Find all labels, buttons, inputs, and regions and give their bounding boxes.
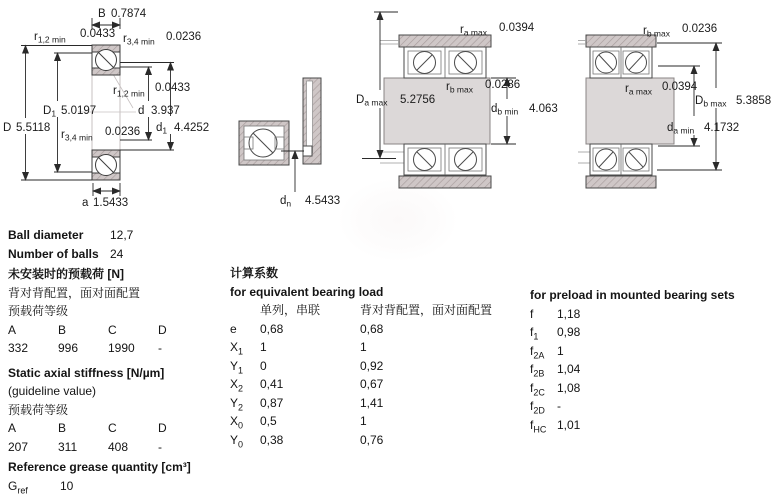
stiffness-heading: Static axial stiffness [N/µm] bbox=[8, 365, 165, 380]
factor-row: e 0,68 0,68 bbox=[230, 320, 525, 339]
preload-value-d: - bbox=[158, 341, 162, 355]
dim-dn-symbol: $d_n$ bbox=[280, 195, 292, 209]
stiffness-col-a: A bbox=[8, 421, 17, 435]
pair-df-diagram bbox=[578, 35, 674, 188]
dim-D-value: 5.5118 bbox=[16, 122, 51, 134]
dim-D-symbol: D bbox=[3, 122, 12, 134]
dim-d1-value: 4.4252 bbox=[174, 122, 210, 134]
preload-arrangement-label: 背对背配置，面对面配置 bbox=[8, 285, 141, 300]
factor-symbol: $Y_2$ bbox=[230, 395, 244, 412]
dim-B-value: 0.7874 bbox=[111, 8, 147, 20]
dim-r34-bottom-symbol: $r_{3,4 min}$ bbox=[61, 129, 93, 143]
dim-db-db-value: 4.063 bbox=[529, 103, 558, 115]
factors-heading-cn: 计算系数 bbox=[230, 266, 279, 280]
dim-df-ra-symbol: $r_{a max}$ bbox=[625, 83, 652, 97]
stiffness-note: (guideline value) bbox=[8, 384, 97, 398]
preload-class-label: 预载荷等级 bbox=[8, 304, 69, 318]
dim-r12-inner-symbol: $r_{1,2 min}$ bbox=[113, 85, 145, 99]
dim-r12-inner-value: 0.0433 bbox=[155, 82, 191, 94]
calculation-factors-panel bbox=[230, 264, 525, 449]
factor-row: $Y_1$ 0 0,92 bbox=[230, 358, 384, 375]
db-housing-bottom bbox=[399, 176, 491, 188]
dim-r12-top-symbol: $r_{1,2 min}$ bbox=[34, 31, 66, 45]
preload-factor-row: $f_{2B}$ 1,04 bbox=[530, 362, 581, 379]
df-housing-bottom bbox=[586, 176, 656, 188]
dim-df-rb-value: 0.0236 bbox=[682, 23, 718, 35]
dim-db-ra-value: 0.0394 bbox=[499, 22, 535, 34]
stiffness-col-b: B bbox=[58, 421, 67, 435]
factor-row: $Y_2$ 0,87 1,41 bbox=[230, 395, 384, 412]
factor-row: $Y_0$ 0,38 0,76 bbox=[230, 432, 384, 449]
preload-col-d: D bbox=[158, 322, 167, 337]
dim-d-value: 3.937 bbox=[151, 105, 180, 117]
preload-factor-row: $f_{HC}$ 1,01 bbox=[530, 417, 581, 434]
stiffness-value-b: 311 bbox=[58, 439, 78, 454]
dim-db-rb-symbol: $r_{b max}$ bbox=[446, 81, 473, 95]
dim-db-Da-symbol: $D_{a max}$ bbox=[356, 94, 388, 108]
ball-diameter-label: Ball diameter bbox=[8, 228, 84, 242]
preload-factor-row: $f_{2D}$ - bbox=[530, 399, 561, 416]
factor-symbol: $X_2$ bbox=[230, 377, 244, 394]
factors-column-headers bbox=[230, 301, 525, 320]
preload-factors-panel bbox=[530, 286, 775, 434]
dim-B-symbol: B bbox=[98, 8, 106, 20]
factor-symbol: $X_1$ bbox=[230, 340, 244, 357]
dim-db-Da-value: 5.2756 bbox=[400, 94, 436, 106]
dim-a-value: 1.5433 bbox=[93, 197, 129, 209]
preload-factor-row: f 1,18 bbox=[530, 305, 775, 324]
number-of-balls-label: Number of balls bbox=[8, 246, 99, 261]
grease-row bbox=[8, 477, 226, 494]
dim-a-symbol: a bbox=[82, 197, 89, 209]
db-shaft bbox=[384, 78, 490, 144]
dim-db-db-symbol: $d_{b min}$ bbox=[491, 103, 519, 117]
preload-factor-symbol: $f_1$ bbox=[530, 325, 539, 342]
dim-df-Db-value: 5.3858 bbox=[736, 95, 772, 107]
dim-df-da-symbol: $d_{a min}$ bbox=[667, 122, 695, 136]
preload-factor-row: $f_1$ 0,98 bbox=[530, 325, 581, 342]
dim-d-symbol: d bbox=[138, 105, 145, 117]
preload-factor-symbol: $f_{HC}$ bbox=[530, 417, 547, 434]
preload-value-a: 332 bbox=[8, 341, 29, 355]
dim-r34-top-symbol: $r_{3,4 min}$ bbox=[123, 33, 155, 47]
preload-value-c: 1990 bbox=[108, 341, 135, 355]
preload-value-b: 996 bbox=[58, 341, 79, 355]
factor-symbol: $Y_1$ bbox=[230, 358, 244, 375]
factors-col1-header: 单列，串联 bbox=[260, 303, 321, 317]
number-of-balls-row bbox=[8, 245, 226, 264]
factors-col2-header: 背对背配置，面对面配置 bbox=[360, 303, 493, 317]
dim-r12-top-value: 0.0433 bbox=[80, 28, 116, 40]
preload-class-header-row bbox=[8, 321, 226, 340]
ball-diameter-row bbox=[8, 226, 226, 245]
pair-db-diagram bbox=[380, 35, 491, 188]
dim-dn-value: 4.5433 bbox=[305, 195, 341, 207]
ball-diameter-value: 12,7 bbox=[110, 228, 134, 242]
factor-row: $X_1$ 1 1 bbox=[230, 340, 367, 357]
factor-symbol: e bbox=[230, 321, 237, 336]
preload-factors-heading: for preload in mounted bearing sets bbox=[530, 288, 735, 302]
dim-df-ra-value: 0.0394 bbox=[662, 81, 698, 93]
preload-unmounted-heading: 未安装时的预载荷 [N] bbox=[8, 267, 124, 281]
preload-factor-symbol: f bbox=[530, 306, 534, 321]
preload-col-c: C bbox=[108, 322, 117, 337]
preload-col-a: A bbox=[8, 322, 17, 337]
dim-db-rb-value: 0.0286 bbox=[485, 79, 521, 91]
dim-df-Db-symbol: $D_{b max}$ bbox=[695, 95, 727, 109]
factor-row: $X_2$ 0,41 0,67 bbox=[230, 377, 384, 394]
dim-D1-value: 5.0197 bbox=[61, 105, 97, 117]
stiffness-value-a: 207 bbox=[8, 439, 29, 454]
dim-df-da-value: 4.1732 bbox=[704, 122, 740, 134]
abutment-diagram bbox=[239, 78, 321, 165]
dim-D1-symbol: $D_1$ bbox=[43, 105, 57, 119]
preload-factor-symbol: $f_{2A}$ bbox=[530, 343, 545, 360]
preload-col-b: B bbox=[58, 322, 67, 337]
dim-r34-top-value: 0.0236 bbox=[166, 31, 202, 43]
grease-value: 10 bbox=[60, 478, 74, 493]
stiffness-value-d: - bbox=[158, 439, 162, 454]
abutment-plate-notch bbox=[303, 146, 312, 156]
stiffness-col-c: C bbox=[108, 421, 117, 435]
grease-symbol: $G_{ref}$ bbox=[8, 478, 28, 494]
dim-d1-symbol: $d_1$ bbox=[156, 122, 168, 136]
left-data-panel bbox=[8, 226, 226, 494]
stiffness-values-row bbox=[8, 438, 226, 457]
factor-row: $X_0$ 0,5 1 bbox=[230, 414, 367, 431]
number-of-balls-value: 24 bbox=[110, 246, 124, 261]
factors-equivalent-heading: for equivalent bearing load bbox=[230, 284, 384, 299]
preload-factor-symbol: $f_{2C}$ bbox=[530, 380, 545, 397]
dim-db-ra-symbol: $r_{a max}$ bbox=[460, 24, 487, 38]
dim-r34-bottom-value: 0.0236 bbox=[105, 126, 141, 138]
stiffness-class-header-row bbox=[8, 419, 226, 438]
preload-factor-symbol: $f_{2D}$ bbox=[530, 399, 545, 416]
stiffness-col-d: D bbox=[158, 421, 167, 435]
preload-factor-symbol: $f_{2B}$ bbox=[530, 362, 545, 379]
preload-factor-row: $f_{2A}$ 1 bbox=[530, 343, 564, 360]
abutment-plate-slot bbox=[307, 81, 313, 153]
preload-factor-row: $f_{2C}$ 1,08 bbox=[530, 380, 581, 397]
stiffness-value-c: 408 bbox=[108, 439, 129, 454]
factor-symbol: $Y_0$ bbox=[230, 432, 244, 449]
preload-values-row bbox=[8, 339, 226, 358]
bearing-diagrams bbox=[0, 0, 781, 220]
dim-df-rb-symbol: $r_{b max}$ bbox=[643, 25, 670, 39]
factor-symbol: $X_0$ bbox=[230, 414, 244, 431]
grease-heading: Reference grease quantity [cm³] bbox=[8, 460, 191, 474]
stiffness-class-label: 预载荷等级 bbox=[8, 402, 69, 417]
